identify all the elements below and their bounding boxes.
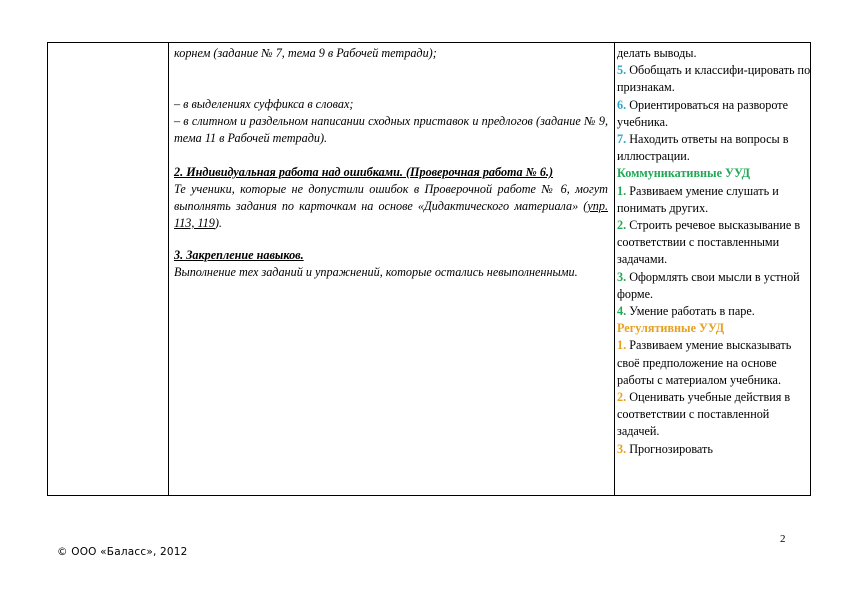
text-line: – в слитном и раздельном написании сходных приставок и предлогов (задание № 9, тема 11 в Рабочей тетради). (174, 114, 608, 145)
section-paragraph-2: Те ученики, которые не допустили ошибок в Проверочной работе № 6, могут выполнять задания по карточкам на основе «Дидактического материала» (упр. 113, 119). (174, 182, 608, 230)
regulatory-uud-heading: Регулятивные УУД (617, 321, 725, 336)
uud-item: 6. Ориентироваться на развороте учебника. (617, 97, 789, 129)
copyright-footer: © ООО «Баласс», 2012 (57, 546, 188, 558)
lesson-table (47, 42, 811, 496)
section-paragraph-3: Выполнение тех заданий и упражнений, которые остались невыполненными. (174, 265, 578, 279)
uud-item: 3. Оформлять свои мысли в устной форме. (617, 269, 800, 301)
uud-cell (617, 45, 811, 458)
exercise-reference: упр. 113, 119 (174, 199, 608, 230)
communicative-uud-heading: Коммуникативные УУД (617, 166, 751, 181)
uud-item: 3. Прогнозировать (617, 441, 713, 456)
uud-item: 1. Развиваем умение слушать и понимать других. (617, 183, 779, 215)
uud-item: 1. Развиваем умение высказывать своё предположение на основе работы с материалом учебника. (617, 338, 792, 387)
uud-item: 5. Обобщать и классифи-цировать по признакам. (617, 63, 811, 95)
section-heading-3: 3. Закрепление навыков. (174, 248, 304, 262)
uud-item: 2. Оценивать учебные действия в соответствии с поставленной задачей. (617, 390, 791, 439)
column-divider-2 (614, 43, 615, 495)
section-heading-2: 2. Индивидуальная работа над ошибками. (Проверочная работа № 6.) (174, 165, 554, 179)
uud-line: делать выводы. (617, 46, 697, 60)
text-line: корнем (задание № 7, тема 9 в Рабочей тетради); (174, 46, 437, 60)
uud-item: 2. Строить речевое высказывание в соответствии с поставленными задачами. (617, 218, 801, 267)
column-divider-1 (168, 43, 169, 495)
text-line: – в выделениях суффикса в словах; (174, 97, 354, 111)
lesson-content-cell (174, 45, 608, 281)
uud-item: 4. Умение работать в паре. (617, 304, 755, 319)
uud-item: 7. Находить ответы на вопросы в иллюстрации. (617, 132, 789, 164)
page-number: 2 (780, 533, 786, 545)
